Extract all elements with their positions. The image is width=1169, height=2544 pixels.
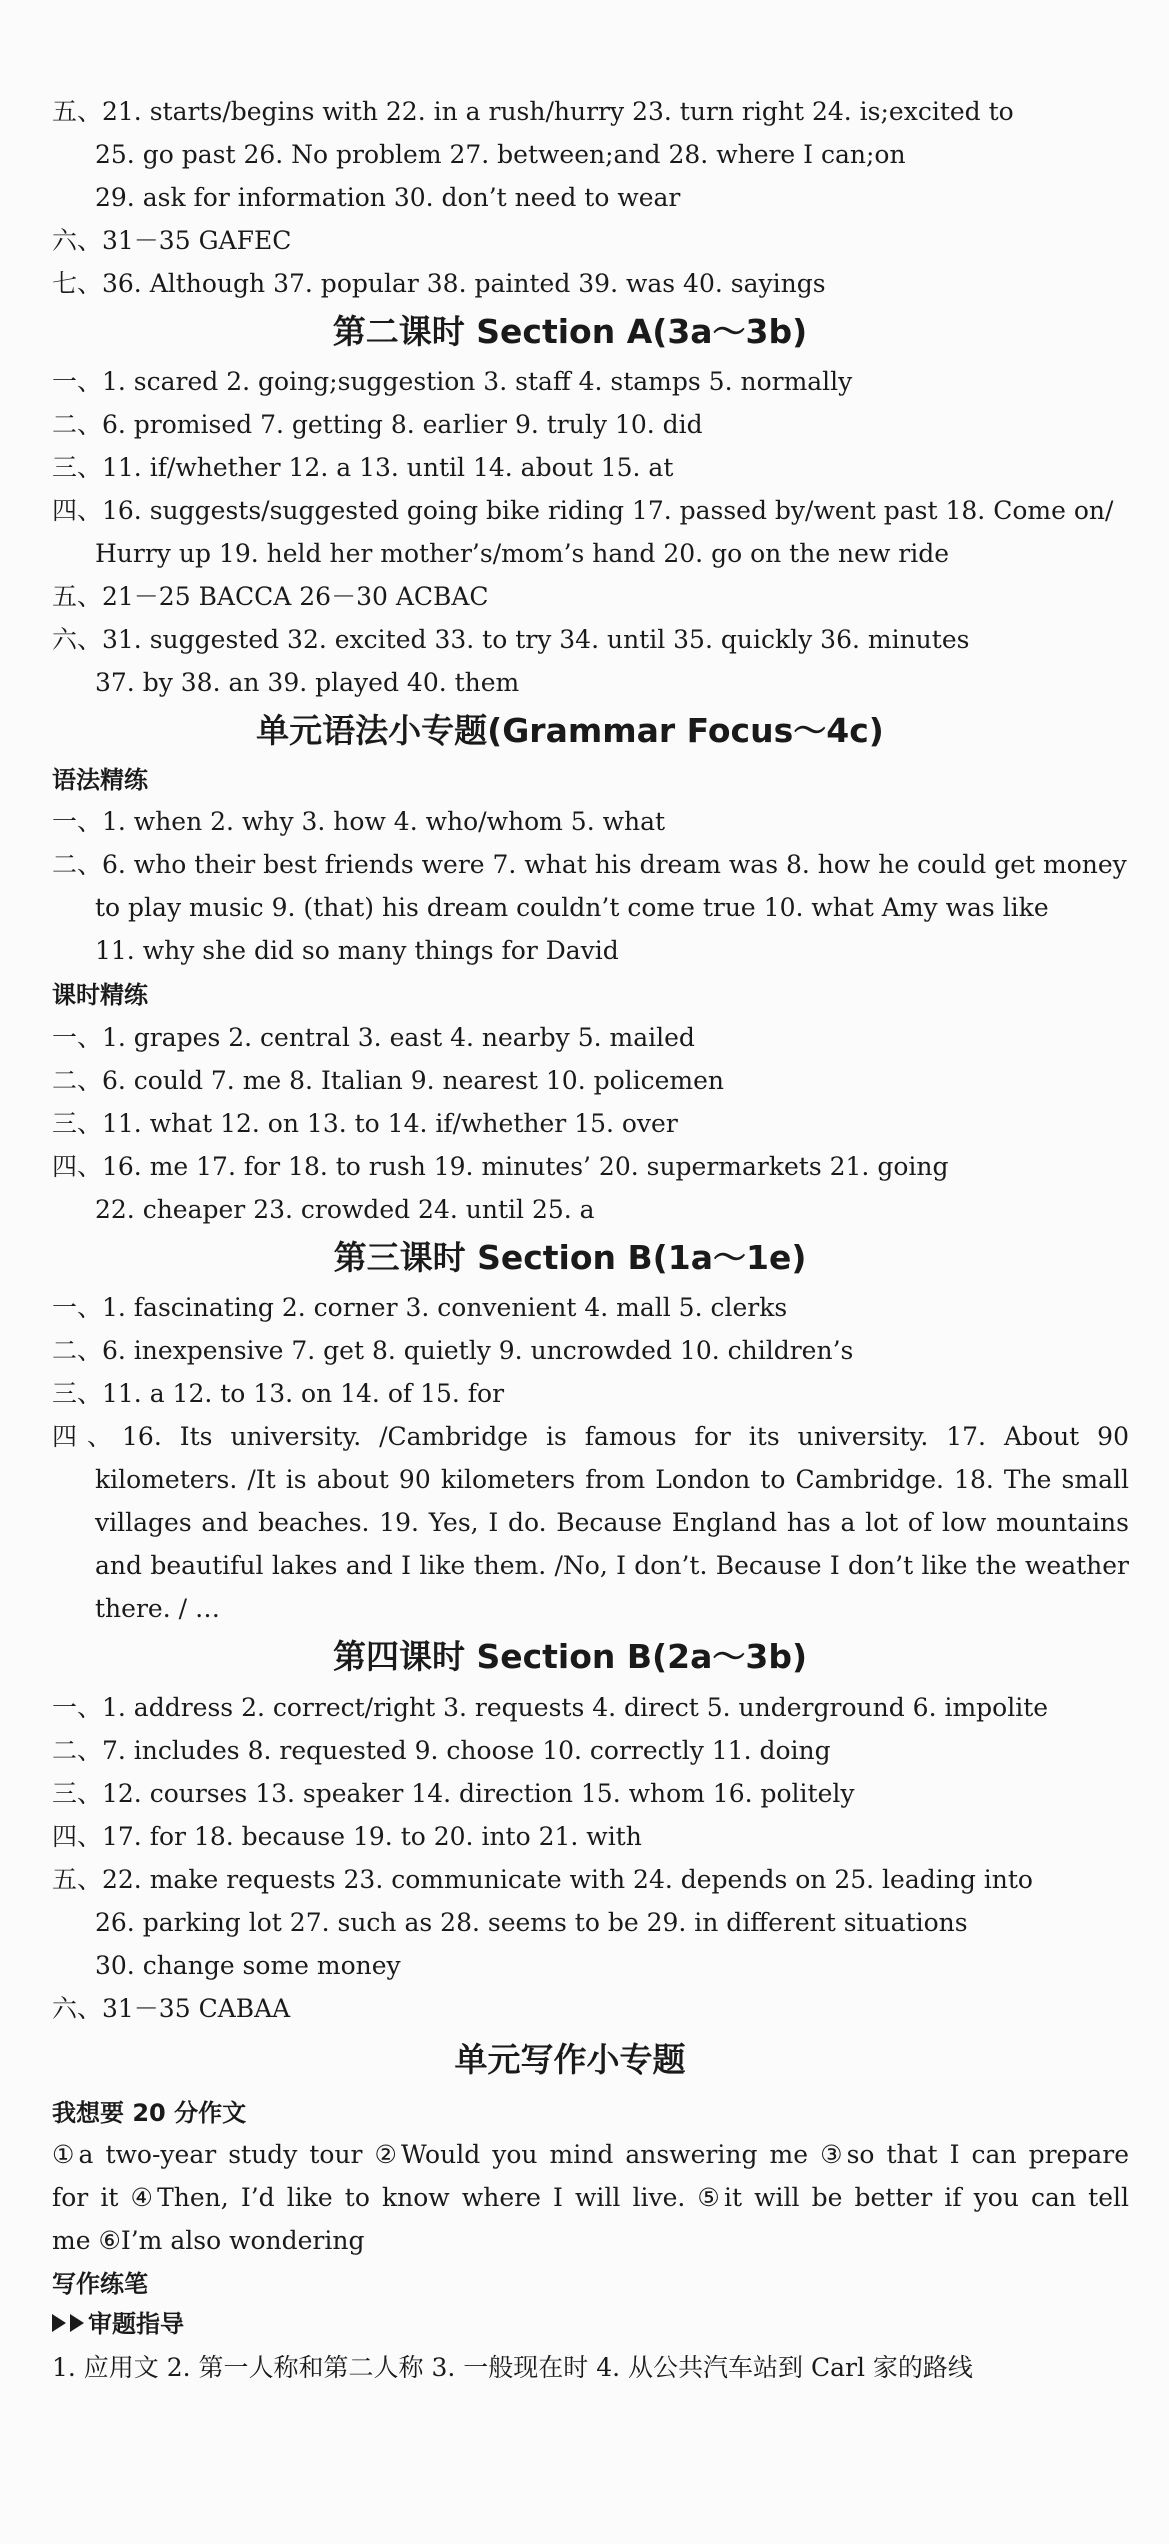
answer-line: 六、31－35 CABAA xyxy=(52,1994,291,2023)
answer-line: 六、31. suggested 32. excited 33. to try 34. until 35. quickly 36. minutes xyxy=(52,625,970,654)
section-heading: 第三课时 Section B(1a～1e) xyxy=(333,1238,807,1277)
answer-line: for it ④Then, I’d like to know where I will live. ⑤it will be better if you can tell xyxy=(52,2183,1129,2212)
answer-line: 七、36. Although 37. popular 38. painted 39. was 40. sayings xyxy=(52,269,826,298)
triangle-icon xyxy=(52,2314,66,2332)
answer-line: Hurry up 19. held her mother’s/mom’s hand 20. go on the new ride xyxy=(95,539,950,568)
answer-line: 四、17. for 18. because 19. to 20. into 21. with xyxy=(52,1822,642,1851)
answer-line: there. / … xyxy=(95,1594,220,1623)
answer-line: kilometers. /It is about 90 kilometers from London to Cambridge. 18. The small xyxy=(95,1465,1129,1494)
answer-line: 26. parking lot 27. such as 28. seems to be 29. in different situations xyxy=(95,1908,968,1937)
answer-line: 25. go past 26. No problem 27. between;and 28. where I can;on xyxy=(95,140,906,169)
answer-line: 1. 应用文 2. 第一人称和第二人称 3. 一般现在时 4. 从公共汽车站到 Carl 家的路线 xyxy=(52,2353,973,2382)
answer-line: ①a two-year study tour ②Would you mind answering me ③so that I can prepare xyxy=(52,2140,1129,2169)
answer-line: 二、6. who their best friends were 7. what his dream was 8. how he could get money xyxy=(52,850,1127,879)
answer-line: 二、6. could 7. me 8. Italian 9. nearest 10. policemen xyxy=(52,1066,725,1095)
answer-line: 二、6. inexpensive 7. get 8. quietly 9. uncrowded 10. children’s xyxy=(52,1336,854,1365)
answer-line: me ⑥I’m also wondering xyxy=(52,2226,365,2255)
answer-line: 六、31－35 GAFEC xyxy=(52,226,292,255)
answer-line: 11. why she did so many things for David xyxy=(95,936,619,965)
answer-line: 四、16. me 17. for 18. to rush 19. minutes’ 20. supermarkets 21. going xyxy=(52,1152,949,1181)
answer-line: 三、12. courses 13. speaker 14. direction 15. whom 16. politely xyxy=(52,1779,855,1808)
section-heading: 第二课时 Section A(3a～3b) xyxy=(332,312,808,351)
answer-line: 四、16. Its university. /Cambridge is famous for its university. 17. About 90 xyxy=(52,1422,1129,1451)
answer-line: 五、21－25 BACCA 26－30 ACBAC xyxy=(52,582,489,611)
section-heading: 第四课时 Section B(2a～3b) xyxy=(332,1637,808,1676)
section-heading: 单元写作小专题 xyxy=(454,2040,686,2079)
subheading-writing-practice: 写作练笔 xyxy=(52,2270,148,2298)
answer-line: 一、1. scared 2. going;suggestion 3. staff 4. stamps 5. normally xyxy=(52,367,853,396)
subheading-guide xyxy=(52,2304,184,2344)
answer-line: 一、1. address 2. correct/right 3. requests 4. direct 5. underground 6. impolite xyxy=(52,1693,1049,1722)
answer-line: 一、1. fascinating 2. corner 3. convenient 4. mall 5. clerks xyxy=(52,1293,788,1322)
guide-label: 审题指导 xyxy=(88,2310,184,2338)
answer-line: 30. change some money xyxy=(95,1951,401,1980)
answer-line: and beautiful lakes and I like them. /No, I don’t. Because I don’t like the weather xyxy=(95,1551,1129,1580)
answer-line: 一、1. grapes 2. central 3. east 4. nearby 5. mailed xyxy=(52,1023,695,1052)
answer-line: 二、6. promised 7. getting 8. earlier 9. truly 10. did xyxy=(52,410,703,439)
answer-line: villages and beaches. 19. Yes, I do. Because England has a lot of low mountains xyxy=(95,1508,1129,1537)
answer-line: 29. ask for information 30. don’t need to wear xyxy=(95,183,681,212)
answer-line: 22. cheaper 23. crowded 24. until 25. a xyxy=(95,1195,595,1224)
subheading-grammar: 语法精练 xyxy=(52,766,148,794)
answer-line: 一、1. when 2. why 3. how 4. who/whom 5. what xyxy=(52,807,666,836)
answer-line: 三、11. a 12. to 13. on 14. of 15. for xyxy=(52,1379,505,1408)
answer-line: 37. by 38. an 39. played 40. them xyxy=(95,668,520,697)
answer-line: to play music 9. (that) his dream couldn’t come true 10. what Amy was like xyxy=(95,893,1049,922)
answer-line: 四、16. suggests/suggested going bike riding 17. passed by/went past 18. Come on/ xyxy=(52,496,1114,525)
answer-line: 五、22. make requests 23. communicate with 24. depends on 25. leading into xyxy=(52,1865,1033,1894)
section-heading: 单元语法小专题(Grammar Focus～4c) xyxy=(256,711,884,750)
answer-line: 二、7. includes 8. requested 9. choose 10. correctly 11. doing xyxy=(52,1736,831,1765)
subheading-20-points: 我想要 20 分作文 xyxy=(52,2099,247,2127)
answer-line: 三、11. what 12. on 13. to 14. if/whether 15. over xyxy=(52,1109,678,1138)
triangle-icon xyxy=(70,2314,84,2332)
subheading-class-practice: 课时精练 xyxy=(52,981,148,1009)
answer-line: 三、11. if/whether 12. a 13. until 14. about 15. at xyxy=(52,453,674,482)
answer-line: 五、21. starts/begins with 22. in a rush/hurry 23. turn right 24. is;excited to xyxy=(52,97,1014,126)
